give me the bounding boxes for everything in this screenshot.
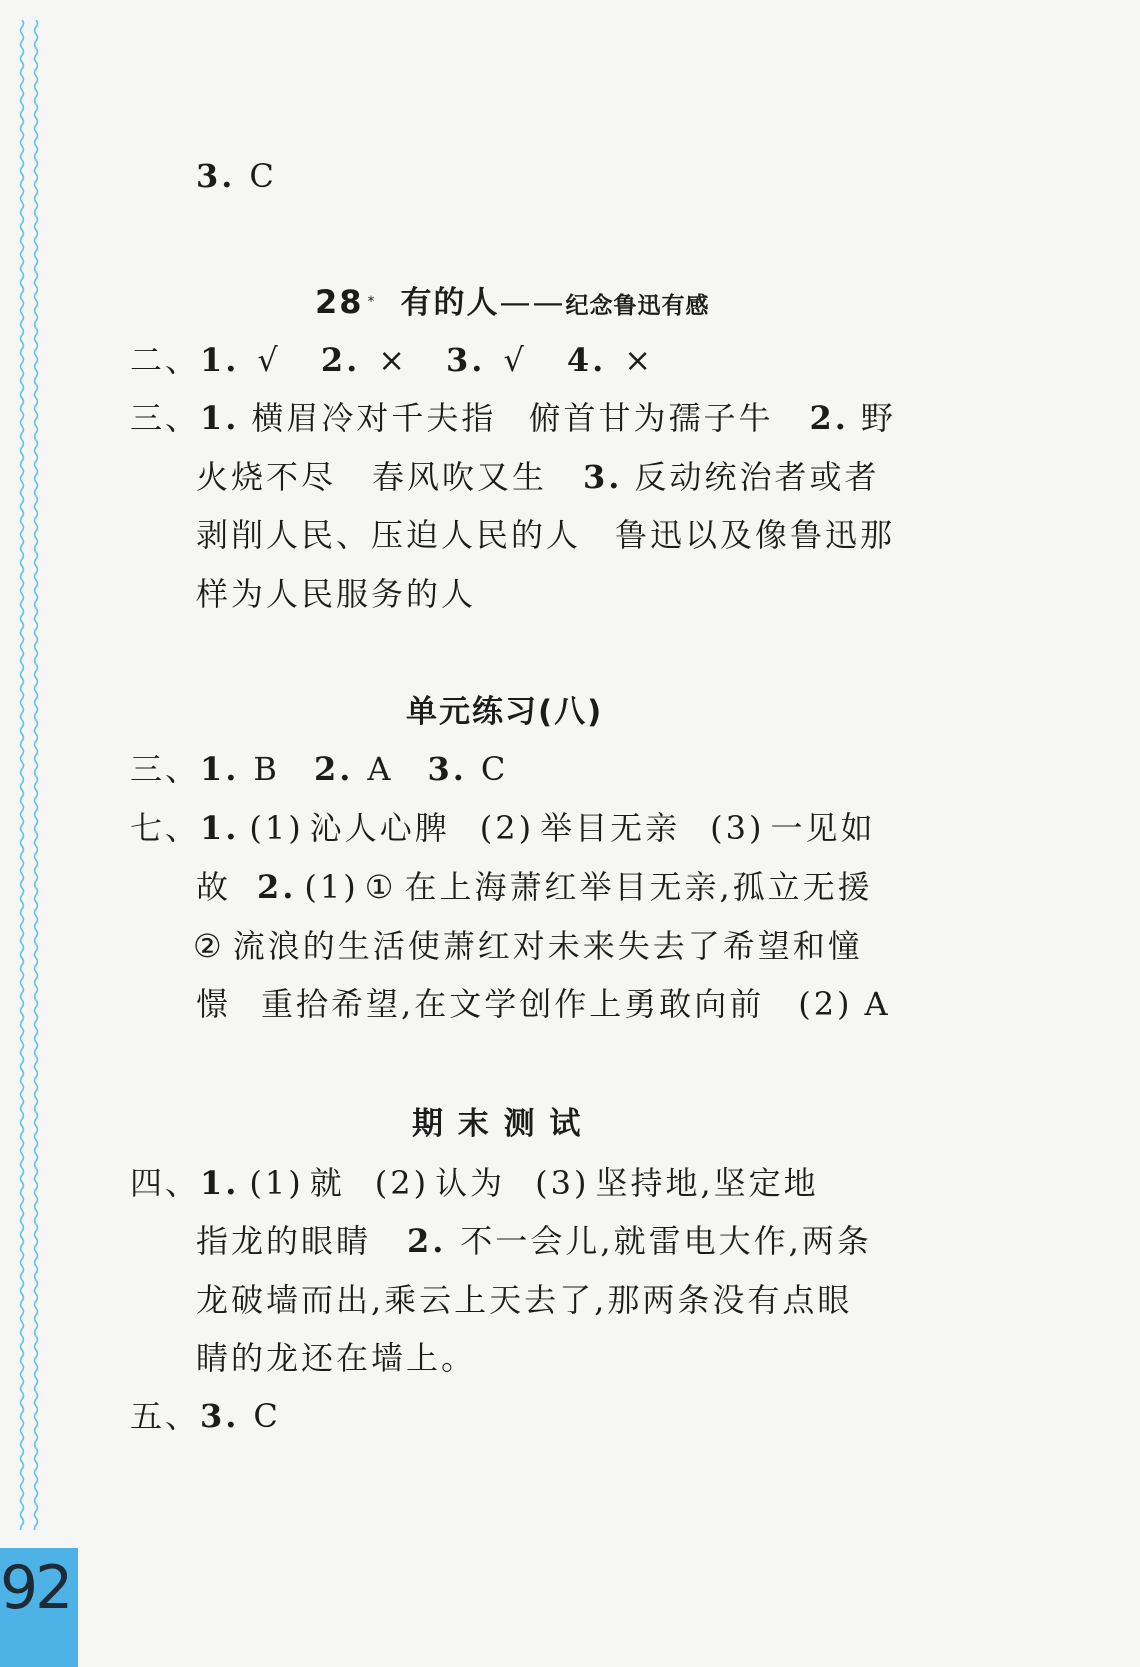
unit8-line-2: 七、1. (1) 沁人心脾 (2) 举目无亲 (3) 一见如 [130, 809, 876, 847]
answer-line-section3-4: 样为人民服务的人 [196, 575, 477, 613]
answer-line-section3-1: 三、1. 横眉冷对千夫指 俯首甘为孺子牛 2. 野 [130, 399, 896, 437]
lesson-28-title: 28 * 有的人——纪念鲁迅有感 [315, 283, 710, 321]
unit8-line-4: ② 流浪的生活使萧红对未来失去了希望和憧 [193, 927, 863, 965]
answer-line-top: 3. C [196, 157, 277, 195]
unit8-line-3: 故 2. (1) ① 在上海萧红举目无亲,孤立无援 [196, 868, 873, 906]
answer-line-section2: 二、1. √ 2. × 3. √ 4. × [130, 341, 655, 379]
final-line-5: 五、3. C [130, 1397, 281, 1435]
page-number: 92 [0, 1553, 71, 1623]
wave-line [35, 20, 38, 1530]
answer-line-section3-2: 火烧不尽 春风吹又生 3. 反动统治者或者 [196, 458, 880, 496]
final-line-3: 龙破墙而出,乘云上天去了,那两条没有点眼 [196, 1281, 853, 1319]
page-number-badge [0, 1548, 78, 1667]
unit8-line-5: 憬 重拾希望,在文学创作上勇敢向前 (2) A [196, 985, 891, 1023]
final-line-2: 指龙的眼睛 2. 不一会儿,就雷电大作,两条 [196, 1222, 872, 1260]
answer-line-section3-3: 剥削人民、压迫人民的人 鲁迅以及像鲁迅那 [196, 516, 896, 554]
unit8-line-1: 三、1. B 2. A 3. C [130, 750, 509, 788]
final-line-1: 四、1. (1) 就 (2) 认为 (3) 坚持地,坚定地 [130, 1164, 819, 1202]
final-test-title: 期 末 测 试 [412, 1106, 583, 1142]
decorative-wave-border [14, 20, 48, 1530]
wave-line [21, 20, 24, 1530]
unit-practice-8-title: 单元练习(八) [406, 694, 604, 730]
final-line-4: 睛的龙还在墙上。 [196, 1339, 477, 1377]
